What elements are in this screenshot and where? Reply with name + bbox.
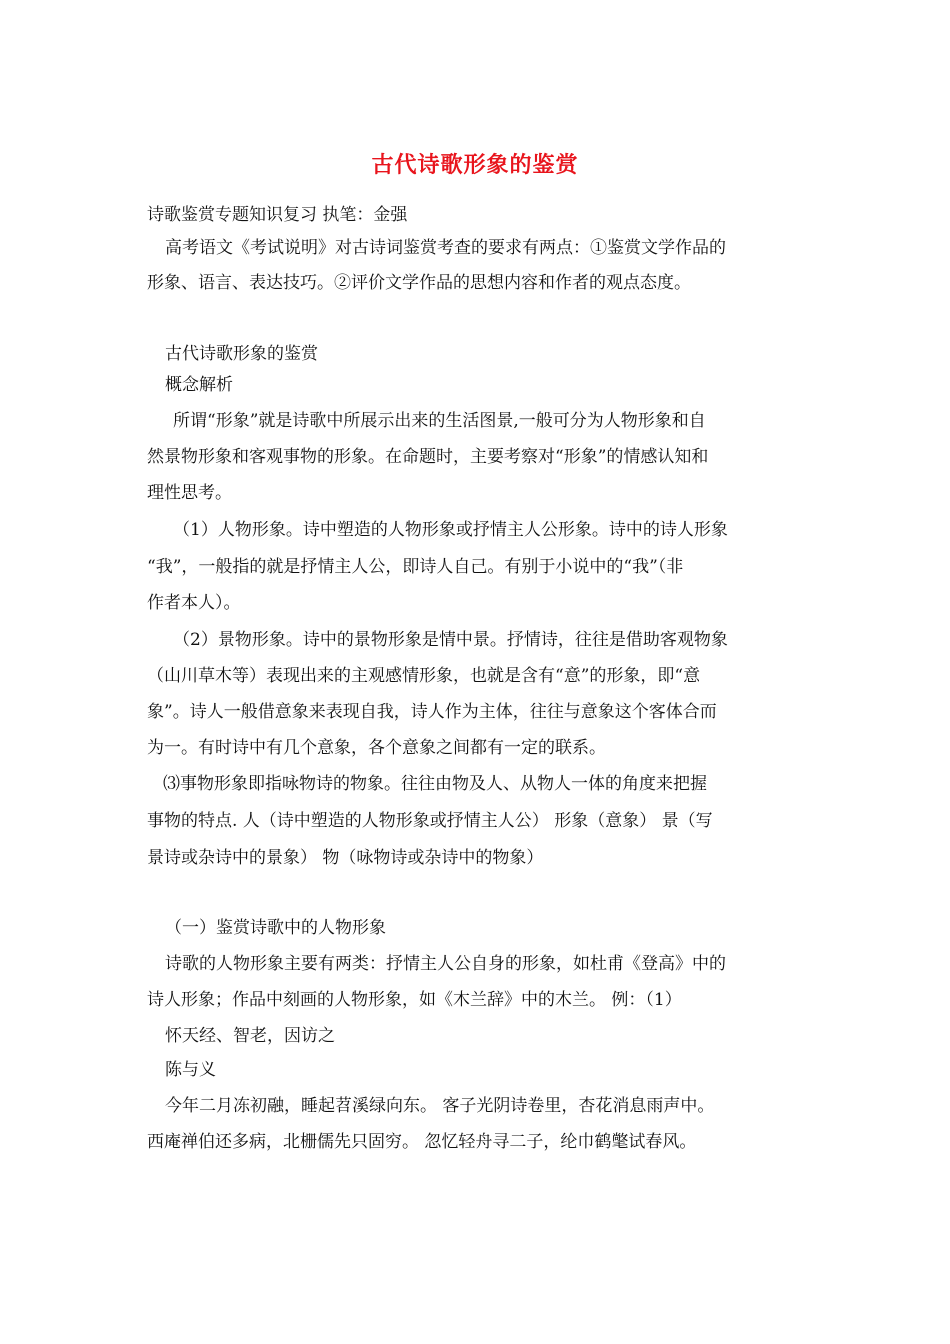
paragraph-line: 然景物形象和客观事物的形象。在命题时，主要考察对“形象”的情感认知和 — [147, 447, 709, 467]
paragraph-line: 事物的特点. 人（诗中塑造的人物形象或抒情主人公） 形象（意象） 景（写 — [147, 811, 713, 831]
paragraph-line: （2）景物形象。诗中的景物形象是情中景。抒情诗，往往是借助客观物象 — [173, 630, 728, 650]
subsection-heading: 概念解析 — [165, 375, 233, 395]
paragraph-line: “我”，一般指的就是抒情主人公，即诗人自己。有别于小说中的“我”（非 — [147, 557, 684, 577]
paragraph-line: 理性思考。 — [147, 483, 232, 503]
paragraph-line: 景诗或杂诗中的景象） 物（咏物诗或杂诗中的物象） — [147, 848, 544, 868]
poem-title: 怀天经、智老，因访之 — [165, 1026, 335, 1046]
section-heading: 古代诗歌形象的鉴赏 — [165, 344, 318, 364]
poem-line: 西庵禅伯还多病，北栅儒先只固穷。 忽忆轻舟寻二子，纶巾鹤氅试春风。 — [147, 1132, 697, 1152]
paragraph-line: 作者本人）。 — [147, 593, 241, 613]
paragraph-line: 诗人形象；作品中刻画的人物形象，如《木兰辞》中的木兰。 例：（1） — [147, 990, 682, 1010]
section-heading: （一）鉴赏诗歌中的人物形象 — [165, 918, 386, 938]
paragraph-line: （山川草木等）表现出来的主观感情形象，也就是含有“意”的形象，即“意 — [147, 666, 701, 686]
author-line: 诗歌鉴赏专题知识复习 执笔：金强 — [147, 205, 408, 225]
paragraph-line: ⑶事物形象即指咏物诗的物象。往往由物及人、从物人一体的角度来把握 — [163, 774, 707, 794]
paragraph-line: （1）人物形象。诗中塑造的人物形象或抒情主人公形象。诗中的诗人形象 — [173, 520, 728, 540]
paragraph-line: 象”。诗人一般借意象来表现自我，诗人作为主体，往往与意象这个客体合而 — [147, 702, 717, 722]
paragraph-line: 高考语文《考试说明》对古诗词鉴赏考查的要求有两点：①鉴赏文学作品的 — [165, 238, 726, 258]
poem-line: 今年二月冻初融，睡起苕溪绿向东。 客子光阴诗卷里，杏花消息雨声中。 — [165, 1096, 715, 1116]
poem-author: 陈与义 — [165, 1060, 216, 1080]
paragraph-line: 为一。有时诗中有几个意象，各个意象之间都有一定的联系。 — [147, 738, 606, 758]
paragraph-line: 诗歌的人物形象主要有两类：抒情主人公自身的形象，如杜甫《登高》中的 — [165, 954, 726, 974]
paragraph-line: 所谓“形象”就是诗歌中所展示出来的生活图景,一般可分为人物形象和自 — [173, 411, 706, 431]
paragraph-line: 形象、语言、表达技巧。②评价文学作品的思想内容和作者的观点态度。 — [147, 273, 691, 293]
document-title: 古代诗歌形象的鉴赏 — [371, 152, 579, 178]
